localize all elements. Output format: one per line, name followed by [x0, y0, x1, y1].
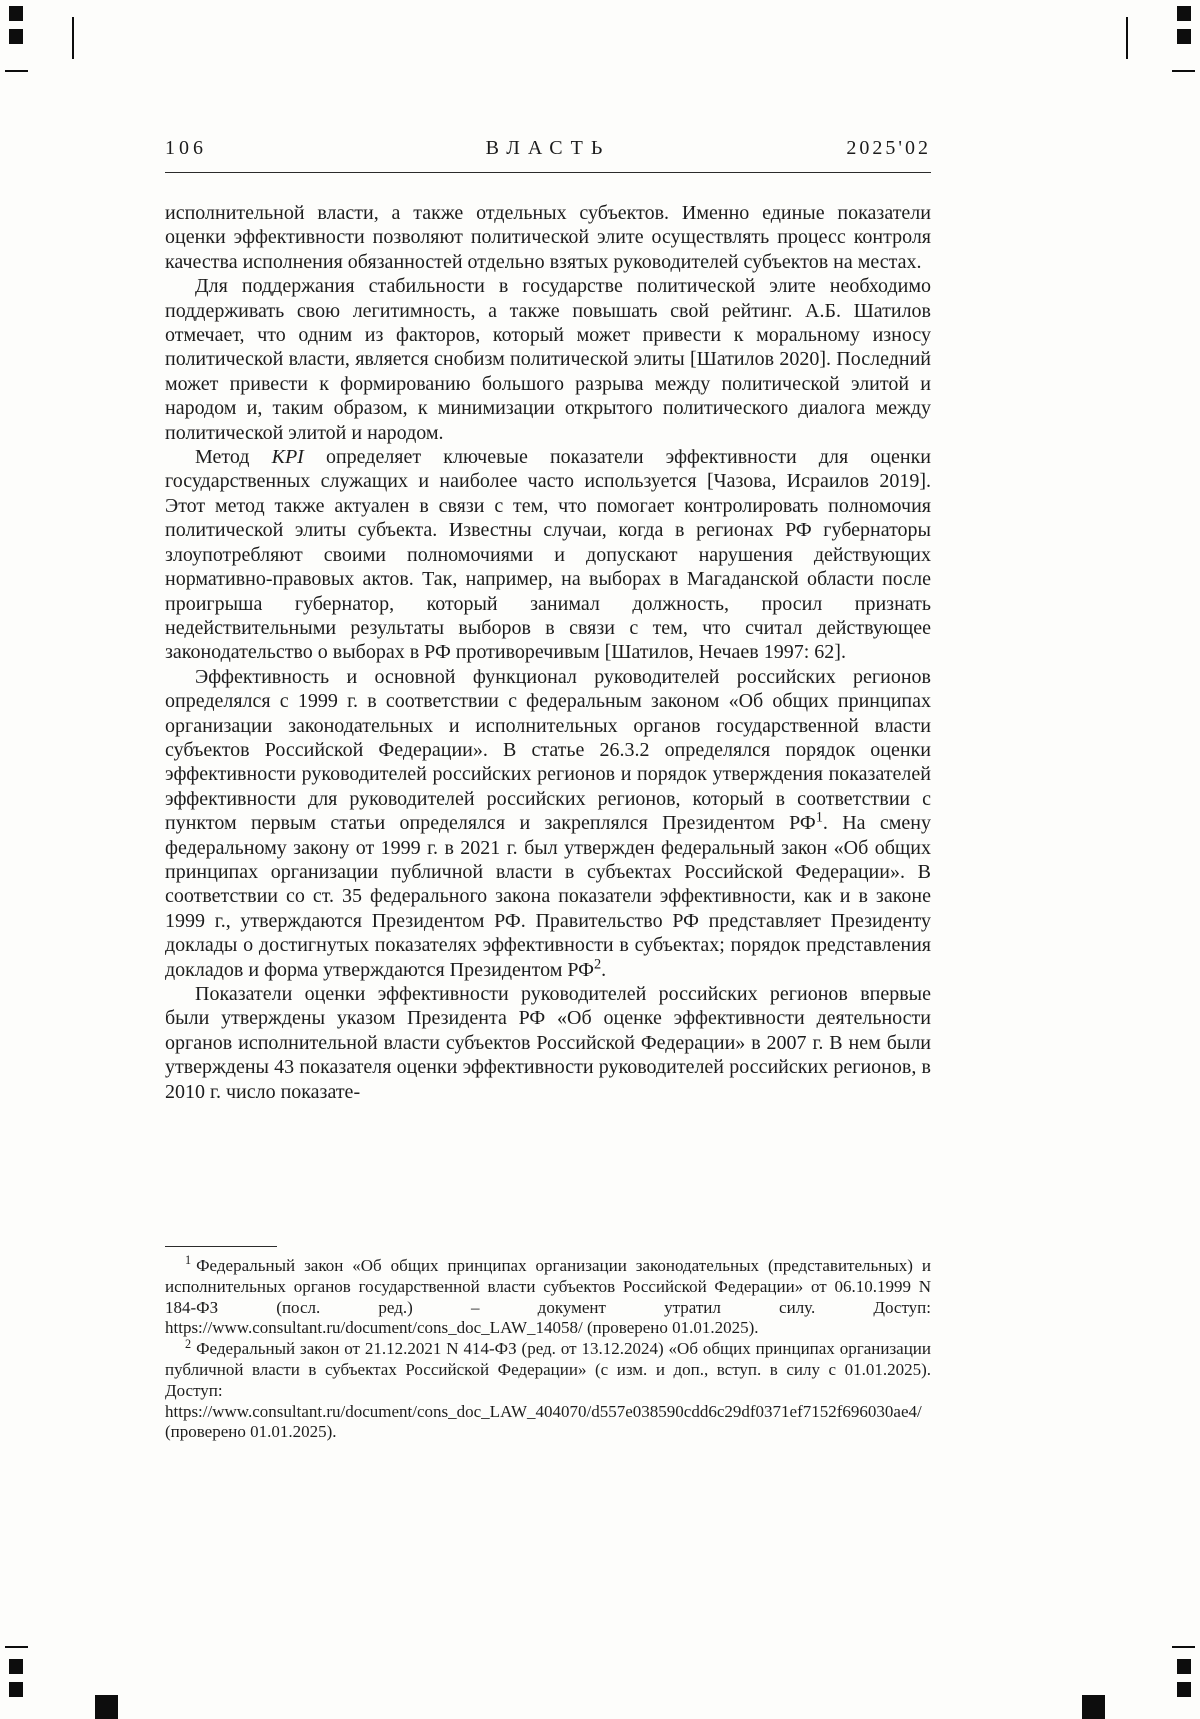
- crop-mark-bottom-right-square-2: [1177, 1682, 1191, 1697]
- crop-mark-bottom-right-square-1: [1177, 1659, 1191, 1674]
- crop-mark-bottom-left-bar: [95, 1695, 118, 1719]
- journal-title: ВЛАСТЬ: [485, 137, 611, 159]
- crop-mark-bottom-right-hline: [1172, 1646, 1195, 1648]
- paragraph: [165, 201, 931, 274]
- paragraph-text: .: [601, 958, 607, 981]
- footnote-ref-1: 1: [815, 809, 823, 826]
- crop-mark-bottom-left-square-2: [9, 1682, 23, 1697]
- crop-mark-top-right-hline: [1172, 70, 1195, 72]
- crop-mark-bottom-left-hline: [5, 1646, 28, 1648]
- paragraph-text: . На смену федеральному закону от 1999 г. в 2021 г. был утвержден федеральный закон «Об общих принципах организации публичной власти в субъектах Российской Федерации». В соответствии со ст. 35 федерального закона показатели эффективности, как и в законе 1999 г., утверждаются Президентом РФ. Правительство РФ представляет Президенту доклады о достигнутых показателях эффективности в субъектах; порядок представления докладов и форма утверждаются Президентом РФ: [165, 812, 931, 981]
- footnote-ref-2: 2: [593, 955, 602, 972]
- crop-mark-top-right-vline: [1126, 17, 1128, 59]
- paragraph-text: Метод: [195, 446, 272, 469]
- paragraph: [165, 445, 931, 665]
- crop-mark-top-left-square-2: [9, 29, 23, 44]
- footnote-marker: 1: [185, 1253, 192, 1268]
- footnote-text: Федеральный закон от 21.12.2021 N 414-ФЗ (ред. от 13.12.2024) «Об общих принципах организации публичной власти в субъектах Российской Федерации» (с изм. и доп., вступ. в силу с 01.01.2025). Доступ: https://www.consultant.ru/document/cons_doc_LAW_404070/d557e038590cdd6c29df0371ef7152f696030ae4/ (проверено 01.01.2025).: [165, 1339, 931, 1442]
- paragraph: [165, 665, 931, 982]
- paragraph: [165, 982, 931, 1104]
- paragraph-text: Для поддержания стабильности в государстве политической элите необходимо поддерживать свою легитимность, а также повышать свой рейтинг. А.Б. Шатилов отмечает, что одним из факторов, который может привести к моральному износу политической власти, является снобизм политической элиты [Шатилов 2020]. Последний может привести к формированию большого разрыва между политической элитой и народом и, таким образом, к минимизации открытого политического диалога между политической элитой и народом.: [165, 275, 931, 444]
- issue-number: 2025'02: [846, 137, 931, 159]
- paragraph-text: Показатели оценки эффективности руководителей российских регионов впервые были утверждены указом Президента РФ «Об оценке эффективности деятельности органов исполнительной власти субъектов Российской Федерации» в 2007 г. В нем были утверждены 43 показателя оценки эффективности руководителей российских регионов, в 2010 г. число показате-: [165, 983, 931, 1103]
- crop-mark-bottom-right-bar: [1082, 1695, 1105, 1719]
- page-number: 106: [165, 137, 207, 159]
- crop-mark-top-left-hline: [5, 70, 28, 72]
- footnote: [165, 1253, 931, 1339]
- paragraph-text: исполнительной власти, а также отдельных субъектов. Именно единые показатели оценки эффективности позволяют политической элите осуществлять процесс контроля качества исполнения обязанностей отдельно взятых руководителей субъектов на местах.: [165, 202, 931, 273]
- crop-mark-top-right-square-2: [1177, 29, 1191, 44]
- paragraph-text: Эффективность и основной функционал руководителей российских регионов определялся с 1999 г. в соответствии с федеральным законом «Об общих принципах организации законодательных и исполнительных органов государственной власти субъектов Российской Федерации». В статье 26.3.2 определялся порядок оценки эффективности руководителей российских регионов и порядок утверждения показателей эффективности для руководителей российских регионов, который в соответствии с пунктом первым статьи определялся и закреплялся Президентом РФ: [165, 665, 931, 835]
- crop-mark-top-left-vline: [72, 17, 74, 59]
- paragraph: [165, 274, 931, 445]
- running-head: [165, 137, 931, 173]
- italic-term-kpi: KPI: [271, 446, 304, 469]
- crop-mark-bottom-left-square-1: [9, 1659, 23, 1674]
- crop-mark-top-right-square-1: [1177, 6, 1191, 21]
- footnotes-section: [165, 1246, 931, 1443]
- footnote-separator-rule: [165, 1246, 277, 1247]
- footnote: [165, 1336, 931, 1443]
- footnote-text: Федеральный закон «Об общих принципах организации законодательных (представительных) и исполнительных органов государственной власти субъектов Российской Федерации» от 06.10.1999 N 184-ФЗ (посл. ред.) – документ утратил силу. Доступ: https://www.consultant.ru/document/cons_doc_LAW_14058/ (проверено 01.01.2025).: [165, 1256, 931, 1338]
- crop-mark-top-left-square-1: [9, 6, 23, 21]
- paragraph-text: определяет ключевые показатели эффективности для оценки государственных служащих и наиболее часто используется [Чазова, Исраилов 2019]. Этот метод также актуален в связи с тем, что помогает контролировать полномочия политической элиты субъекта. Известны случаи, когда в регионах РФ губернаторы злоупотребляют своими полномочиями и допускают нарушения действующих нормативно-правовых актов. Так, например, на выборах в Магаданской области после проигрыша губернатор, который занимал должность, просил признать недействительными результаты выборов в связи с тем, что считал действующее законодательство о выборах в РФ противоречивым [Шатилов, Нечаев 1997: 62].: [165, 446, 931, 664]
- article-body: [165, 201, 931, 1104]
- footnote-marker: 2: [185, 1336, 192, 1351]
